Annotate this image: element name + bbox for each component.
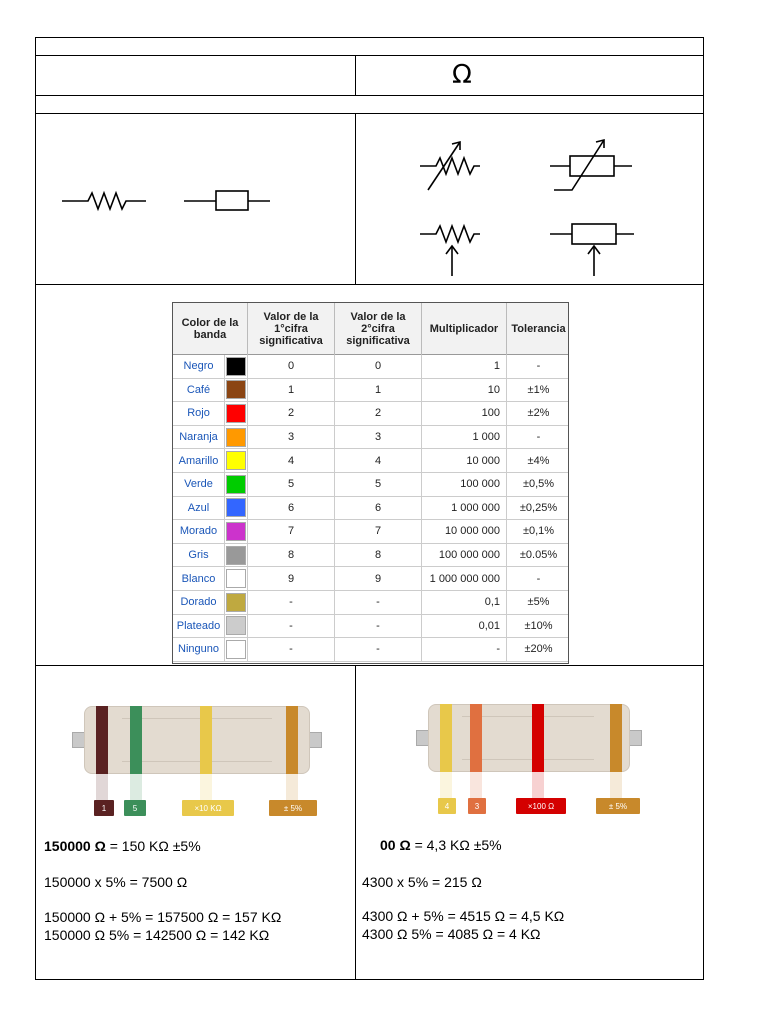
color-swatch-fill: [226, 593, 246, 612]
cell-tol: ±2%: [527, 407, 550, 420]
resistor-band: [440, 704, 452, 772]
color-swatch: [225, 402, 248, 425]
cell-mult: 1: [422, 355, 507, 378]
divider: [355, 665, 356, 980]
cell-name: Blanco: [173, 567, 225, 590]
divider: [35, 95, 704, 96]
color-swatch: [225, 544, 248, 567]
resistor-lead: [308, 732, 322, 748]
band-pointer: [96, 772, 108, 802]
color-code-table: [172, 302, 569, 664]
cell-d2: 2: [335, 402, 422, 425]
zigzag-resistor-icon: [62, 193, 146, 209]
cell-d2: 4: [335, 449, 422, 472]
cell-name: Verde: [173, 473, 225, 496]
header-tolerance: Tolerancia: [511, 323, 566, 335]
table-row: [173, 355, 568, 379]
calc-right-tolerance: 4300 x 5% = 215 Ω: [362, 874, 482, 890]
variable-zigzag-resistor-icon: [420, 142, 480, 190]
color-swatch: [225, 567, 248, 590]
divider: [35, 284, 704, 285]
box-resistor-icon: [184, 191, 270, 210]
fixed-resistor-symbols: [60, 180, 275, 220]
band-badge: ×10 KΩ: [182, 800, 234, 816]
potentiometer-zigzag-icon: [420, 226, 480, 276]
resistor-band: [286, 706, 298, 774]
cell-d1: 6: [248, 497, 335, 520]
cell-tol: ±4%: [527, 454, 550, 467]
band-pointer: [286, 772, 298, 802]
cell-name: Plateado: [173, 615, 225, 638]
calc-right-value: 00 Ω: [380, 837, 411, 853]
table-row: [173, 379, 568, 403]
table-header: [173, 303, 568, 355]
resistor-band: [130, 706, 142, 774]
color-swatch-fill: [226, 616, 246, 635]
resistor-band: [200, 706, 212, 774]
cell-d2: 9: [335, 567, 422, 590]
color-swatch: [225, 355, 248, 378]
calc-right-min: 4300 Ω 5% = 4085 Ω = 4 KΩ: [362, 926, 541, 942]
band-pointer: [532, 770, 544, 800]
resistor-band: [532, 704, 544, 772]
cell-d2: 3: [335, 426, 422, 449]
resistor-band: [470, 704, 482, 772]
cell-tol: ±1%: [527, 383, 550, 396]
cell-mult: 100 000: [422, 473, 507, 496]
cell-tol: ±0,1%: [522, 525, 555, 538]
band-badge: 5: [124, 800, 146, 816]
color-swatch-fill: [226, 475, 246, 494]
color-swatch-fill: [226, 546, 246, 565]
cell-mult: 1 000 000 000: [422, 567, 507, 590]
cell-tol: -: [536, 431, 541, 444]
cell-name: Rojo: [173, 402, 225, 425]
cell-d2: 1: [335, 379, 422, 402]
resistor-body-neck: [122, 718, 272, 762]
color-swatch: [225, 520, 248, 543]
cell-tol: ±20%: [524, 643, 553, 656]
color-swatch: [225, 638, 248, 661]
table-row: [173, 567, 568, 591]
color-swatch-fill: [226, 428, 246, 447]
table-row: [173, 638, 568, 662]
band-badge: 4: [438, 798, 456, 814]
cell-mult: 1 000 000: [422, 497, 507, 520]
calc-left-result: [44, 838, 201, 854]
cell-d1: 5: [248, 473, 335, 496]
band-badge: ×100 Ω: [516, 798, 566, 814]
cell-mult: 10 000: [422, 449, 507, 472]
color-swatch: [225, 473, 248, 496]
table-row: [173, 402, 568, 426]
table-row: [173, 591, 568, 615]
band-pointer: [610, 770, 622, 800]
color-swatch-fill: [226, 640, 246, 659]
calc-right-result: [380, 837, 502, 853]
calc-left-value: 150000 Ω: [44, 838, 106, 854]
color-swatch-fill: [226, 522, 246, 541]
variable-box-resistor-icon: [550, 140, 632, 190]
cell-mult: -: [422, 638, 507, 661]
cell-name: Amarillo: [173, 449, 225, 472]
cell-tol: ±10%: [524, 619, 553, 632]
calc-right-max: 4300 Ω + 5% = 4515 Ω = 4,5 KΩ: [362, 908, 565, 924]
band-badge: 1: [94, 800, 114, 816]
cell-d1: 1: [248, 379, 335, 402]
cell-name: Azul: [173, 497, 225, 520]
cell-mult: 0,01: [422, 615, 507, 638]
cell-mult: 0,1: [422, 591, 507, 614]
cell-d2: 6: [335, 497, 422, 520]
divider: [355, 113, 356, 284]
cell-d1: -: [248, 615, 335, 638]
divider: [355, 55, 356, 95]
cell-name: Ninguno: [173, 638, 225, 661]
cell-d2: 8: [335, 544, 422, 567]
calc-left-value-rest: = 150 KΩ ±5%: [105, 838, 201, 854]
unit-symbol: Ω: [452, 60, 472, 90]
cell-d2: -: [335, 638, 422, 661]
cell-d2: 5: [335, 473, 422, 496]
band-pointer: [470, 770, 482, 800]
color-swatch: [225, 497, 248, 520]
cell-d1: 9: [248, 567, 335, 590]
cell-d2: 0: [335, 355, 422, 378]
table-row: [173, 520, 568, 544]
band-badge: ± 5%: [269, 800, 317, 816]
potentiometer-box-icon: [550, 224, 634, 276]
cell-d1: 4: [248, 449, 335, 472]
cell-d1: -: [248, 591, 335, 614]
header-multiplier: Multiplicador: [422, 303, 507, 355]
cell-d2: 7: [335, 520, 422, 543]
cell-tol: -: [536, 572, 541, 585]
cell-d1: 0: [248, 355, 335, 378]
cell-d2: -: [335, 615, 422, 638]
cell-tol: -: [536, 360, 541, 373]
cell-name: Naranja: [173, 426, 225, 449]
cell-mult: 100: [422, 402, 507, 425]
color-swatch: [225, 615, 248, 638]
calc-right-value-rest: = 4,3 KΩ ±5%: [410, 837, 502, 853]
color-swatch: [225, 379, 248, 402]
cell-name: Dorado: [173, 591, 225, 614]
band-pointer: [130, 772, 142, 802]
resistor-band: [96, 706, 108, 774]
cell-d1: 3: [248, 426, 335, 449]
band-badge: 3: [468, 798, 486, 814]
cell-mult: 10: [422, 379, 507, 402]
band-pointer: [440, 770, 452, 800]
cell-d1: -: [248, 638, 335, 661]
header-digit2: Valor de la 2°cifra significativa: [335, 303, 422, 355]
cell-tol: ±0.05%: [519, 549, 558, 562]
resistor-lead: [628, 730, 642, 746]
color-swatch: [225, 591, 248, 614]
color-swatch-fill: [226, 569, 246, 588]
table-row: [173, 449, 568, 473]
color-swatch: [225, 449, 248, 472]
cell-d1: 8: [248, 544, 335, 567]
resistor-illustration-left: [72, 706, 322, 818]
band-pointer: [200, 772, 212, 802]
cell-name: Negro: [173, 355, 225, 378]
resistor-illustration-right: [416, 704, 642, 816]
table-row: [173, 426, 568, 450]
cell-mult: 1 000: [422, 426, 507, 449]
color-swatch-fill: [226, 380, 246, 399]
color-swatch: [225, 426, 248, 449]
band-badge: ± 5%: [596, 798, 640, 814]
cell-mult: 100 000 000: [422, 544, 507, 567]
color-swatch-fill: [226, 451, 246, 470]
table-row: [173, 473, 568, 497]
divider: [35, 665, 704, 666]
cell-name: Morado: [173, 520, 225, 543]
cell-name: Café: [173, 379, 225, 402]
cell-d1: 2: [248, 402, 335, 425]
table-row: [173, 544, 568, 568]
header-color: Color de la banda: [173, 303, 248, 355]
color-swatch-fill: [226, 498, 246, 517]
cell-tol: ±0,25%: [519, 501, 558, 514]
resistor-band: [610, 704, 622, 772]
divider: [35, 55, 704, 56]
color-swatch-fill: [226, 404, 246, 423]
header-digit1: Valor de la 1°cifra significativa: [248, 303, 335, 355]
cell-tol: ±5%: [527, 596, 550, 609]
calc-left-min: 150000 Ω 5% = 142500 Ω = 142 KΩ: [44, 927, 270, 943]
table-row: [173, 497, 568, 521]
cell-mult: 10 000 000: [422, 520, 507, 543]
cell-d2: -: [335, 591, 422, 614]
cell-tol: ±0,5%: [522, 478, 555, 491]
table-row: [173, 615, 568, 639]
variable-resistor-symbols: [410, 132, 640, 282]
cell-d1: 7: [248, 520, 335, 543]
calc-left-tolerance: 150000 x 5% = 7500 Ω: [44, 874, 188, 890]
cell-name: Gris: [173, 544, 225, 567]
color-swatch-fill: [226, 357, 246, 376]
calc-left-max: 150000 Ω + 5% = 157500 Ω = 157 KΩ: [44, 909, 282, 925]
divider: [35, 113, 704, 114]
